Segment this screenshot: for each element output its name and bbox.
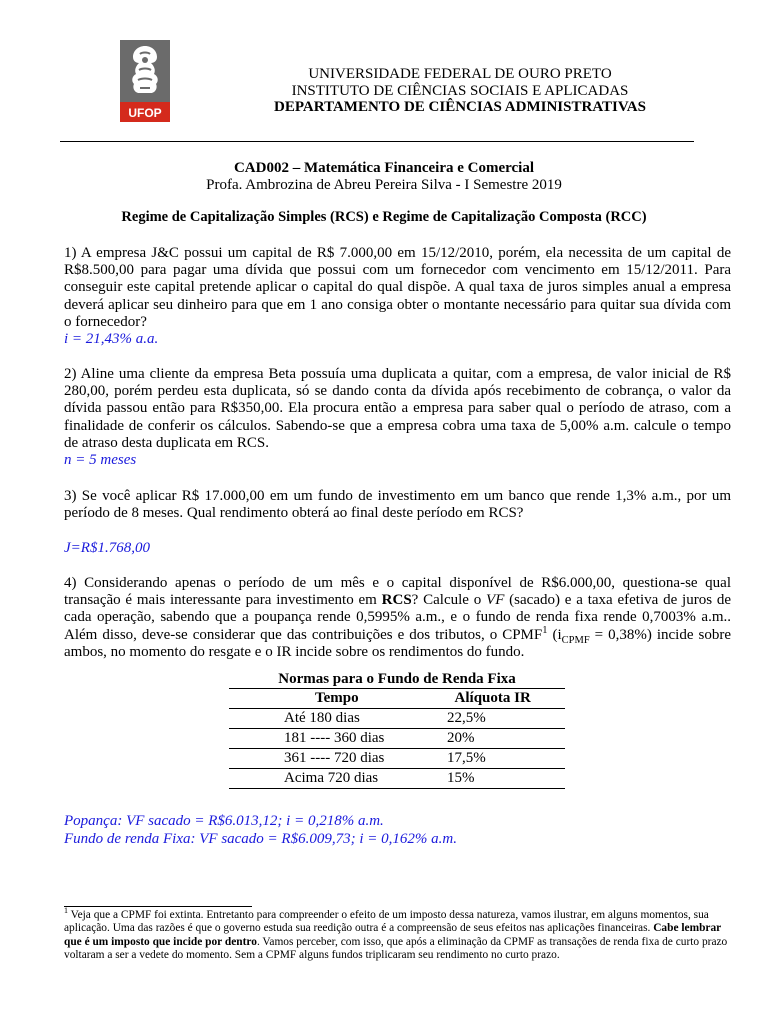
footnote: $^1$ Veja que a CPMF foi extinta. Entretanto para compreender o efeito de um imposto dessa natureza, vamos ilustrar, em alguns momentos, sua aplicação. Uma das razões é que o governo estuda sua reedição outra é a compreensão de seus efeitos nas aplicações financeiras. Cabe lembrar que é um imposto que incide por dentro. Vamos perceber, com isso, que após a eliminação da CPMF as transações de renda fixa de curto prazo voltaram a ser a vedete do momento. Sem a CPMF alguns fundos triplicaram seu rendimento no curto prazo. <box>64 906 728 962</box>
table-row: 181 ---- 360 dias 20% <box>229 729 565 749</box>
table-header-row <box>229 689 565 709</box>
question-1: 1) A empresa J&C possui um capital de R$ 7.000,00 em 15/12/2010, porém, ela necessita de um capital de R$8.500,00 para pagar uma dívida que possui com um fornecedor com vencimento em 15/12/2011. Para conseguir este capital pretende aplicar o capital do qual dispõe. A qual taxa de juros simples anual a empresa deverá aplicar seu dinheiro para que em 1 ano consiga obter o montante necessário para quitar sua dívida com o fornecedor? <box>64 245 731 330</box>
footnote-ref: 1 <box>542 624 548 636</box>
section-title: Regime de Capitalização Simples (RCS) e Regime de Capitalização Composta (RCC) <box>121 209 647 225</box>
table-header: Alíquota IR <box>454 690 531 706</box>
course-title: CAD002 – Matemática Financeira e Comercial <box>233 160 535 176</box>
institute-name: INSTITUTO DE CIÊNCIAS SOCIAIS E APLICADAS <box>291 83 629 99</box>
answer-2: n = 5 meses <box>64 452 137 468</box>
ufop-logo <box>120 40 170 122</box>
answer-1: i = 21,43% a.a. <box>64 331 159 347</box>
table-row: Acima 720 dias 15% <box>229 769 565 789</box>
question-3: 3) Se você aplicar R$ 17.000,00 em um fundo de investimento em um banco que rende 1,3% a.m., por um período de 8 meses. Qual rendimento obterá ao final deste período em RCS? <box>64 488 731 522</box>
department-name: DEPARTAMENTO DE CIÊNCIAS ADMINISTRATIVAS <box>274 99 646 115</box>
logo-text: UFOP <box>128 106 162 120</box>
table-caption: Normas para o Fundo de Renda Fixa <box>278 671 516 687</box>
table-row: 361 ---- 720 dias 17,5% <box>229 749 565 769</box>
solution-fundo: Fundo de renda Fixa: VF sacado = R$6.009,73; i = 0,162% a.m. <box>64 831 457 847</box>
question-4: 4) Considerando apenas o período de um mês e o capital disponível de R$6.000,00, questiona-se qual transação é mais interessante para investimento em RCS? Calcule o VF (sacado) e a taxa efetiva de juros de cada operação, sabendo que a poupança rende 0,5995% a.m., e o fundo de renda fixa rende 0,7003% a.m.. Além disso, deve-se considerar que das contribuições e dos tributos, o CPMF$^1$ $(i_{CPMF} = 0,38\%)$ incide sobre ambos, no momento do resgate e o IR incide sobre os rendimentos do fundo. <box>64 575 731 660</box>
solution-poupanca: Popança: VF sacado = R$6.013,12; i = 0,218% a.m. <box>64 813 384 829</box>
table-header: Tempo <box>315 690 359 706</box>
professor-line: Profa. Ambrozina de Abreu Pereira Silva - I Semestre 2019 <box>206 177 562 193</box>
rcs-label: RCS <box>381 592 412 609</box>
ir-rate-table <box>229 670 565 789</box>
vf-label: VF <box>486 592 505 609</box>
university-name: UNIVERSIDADE FEDERAL DE OURO PRETO <box>308 66 612 82</box>
header-divider <box>60 141 694 142</box>
table-row: Até 180 dias 22,5% <box>229 709 565 729</box>
footnote-divider <box>64 906 252 907</box>
answer-3: J=R$1.768,00 <box>64 540 150 556</box>
question-2: 2) Aline uma cliente da empresa Beta possuía uma duplicata a quitar, com a empresa, de valor inicial de R$ 280,00, porém perdeu esta duplicata, só se dando conta da dívida após recebimento de cobrança, o valor da dívida passou então para R$350,00. Ela procura então a empresa para saber qual o período de atraso, com a finalidade de conferir os cálculos. Sabendo-se que a empresa cobra uma taxa de 5,00% a.m. calcule o tempo de atraso desta duplicata em RCS. <box>64 366 731 451</box>
